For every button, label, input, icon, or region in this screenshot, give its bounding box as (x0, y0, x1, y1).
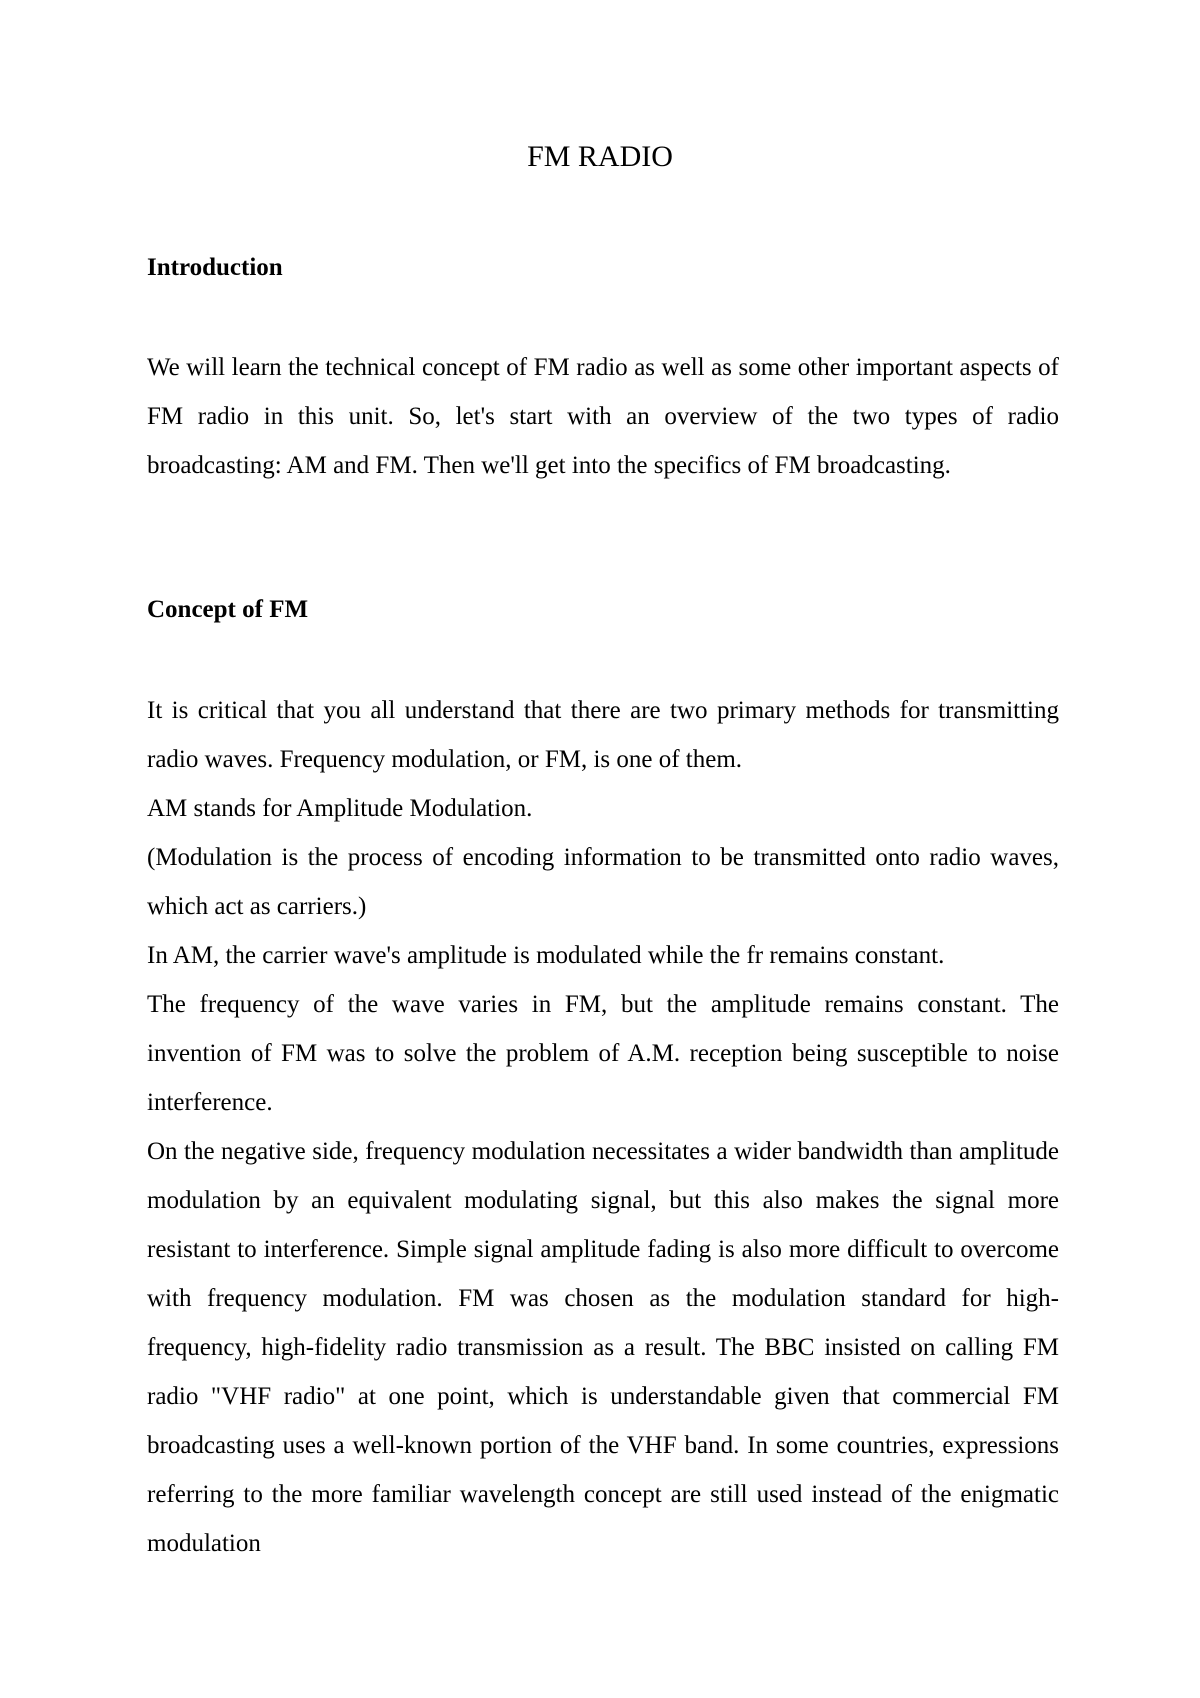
document-title: FM RADIO (527, 140, 673, 173)
paragraph: (Modulation is the process of encoding information to be transmitted onto radio waves, which act as carriers.) (147, 844, 1059, 920)
paragraph: It is critical that you all understand that there are two primary methods for transmitting radio waves. Frequency modulation, or FM, is one of them. (147, 697, 1059, 773)
section-heading-concept-of-fm: Concept of FM (147, 596, 309, 623)
paragraph: The frequency of the wave varies in FM, but the amplitude remains constant. The invention of FM was to solve the problem of A.M. reception being susceptible to noise interference. (147, 991, 1059, 1116)
section-body-concept-of-fm (147, 686, 1059, 1568)
paragraph: On the negative side, frequency modulation necessitates a wider bandwidth than amplitude modulation by an equivalent modulating signal, but this also makes the signal more resistant to interference. Simple signal amplitude fading is also more difficult to overcome with frequency modulation. FM was chosen as the modulation standard for high-frequency, high-fidelity radio transmission as a result. The BBC insisted on calling FM radio "VHF radio" at one point, which is understandable given that commercial FM broadcasting uses a well-known portion of the VHF band. In some countries, expressions referring to the more familiar wavelength concept are still used instead of the enigmatic modulation (147, 1138, 1059, 1557)
paragraph: AM stands for Amplitude Modulation. (147, 795, 533, 822)
paragraph: We will learn the technical concept of FM radio as well as some other important aspects of FM radio in this unit. So, let's start with an overview of the two types of radio broadcasting: AM and FM. Then we'll get into the specifics of FM broadcasting. (147, 354, 1059, 479)
section-body-introduction (147, 343, 1059, 490)
section-heading-introduction: Introduction (147, 254, 283, 281)
paragraph: In AM, the carrier wave's amplitude is modulated while the fr remains constant. (147, 942, 945, 969)
